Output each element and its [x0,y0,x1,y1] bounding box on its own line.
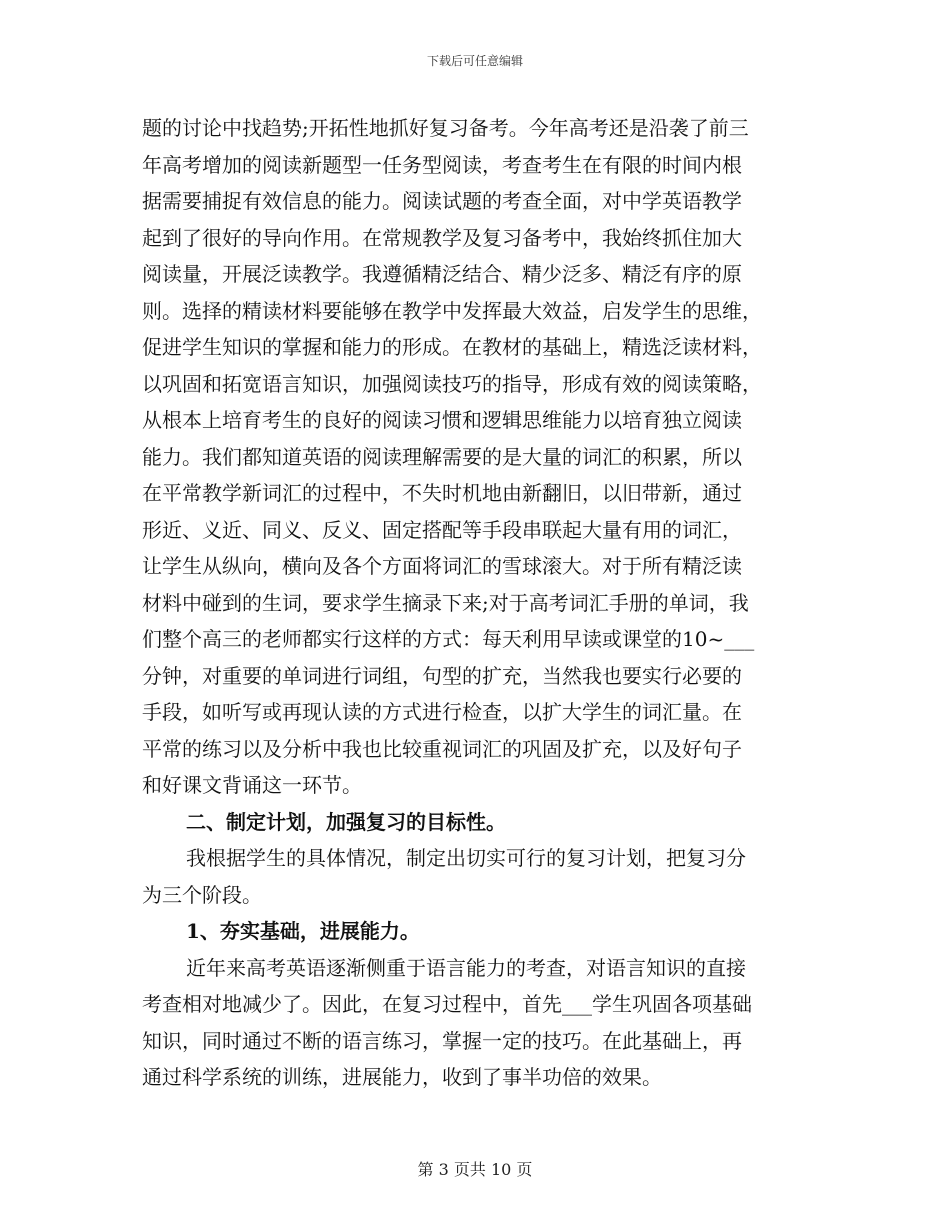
text-line: 促进学生知识的掌握和能力的形成。在教材的基础上，精选泛读材料， [142,335,762,359]
page-header: 下载后可任意编辑 [426,54,523,68]
text-line: 阅读量，开展泛读教学。我遵循精泛结合、精少泛多、精泛有序的原 [142,262,742,286]
text-line: 能力。我们都知道英语的阅读理解需要的是大量的词汇的积累，所以 [142,444,742,469]
text-line: 平常的练习以及分析中我也比较重视词汇的巩固及扩充，以及好句子 [142,736,742,761]
text-line: 起到了很好的导向作用。在常规教学及复习备考中，我始终抓住加大 [142,225,742,250]
text-line: 让学生从纵向，横向及各个方面将词汇的雪球滚大。对于所有精泛读 [142,554,742,578]
text-line: 近年来高考英语逐渐侧重于语言能力的考查，对语言知识的直接 [186,955,746,980]
text-line: 以巩固和拓宽语言知识，加强阅读技巧的指导，形成有效的阅读策略， [142,371,762,396]
text-line: 通过科学系统的训练，进展能力，收到了事半功倍的效果。 [142,1065,662,1089]
document-body [142,110,808,1096]
text-line: 们整个高三的老师都实行这样的方式：每天利用早读或课堂的10~___ [142,627,755,651]
page-footer: 第 3 页共 10 页 [417,1160,533,1179]
text-line: 手段，如听写或再现认读的方式进行检查，以扩大学生的词汇量。在 [142,700,742,724]
text-line: 我根据学生的具体情况，制定出切实可行的复习计划，把复习分 [186,846,746,870]
text-line: 在平常教学新词汇的过程中，不失时机地由新翻旧，以旧带新，通过 [142,481,742,505]
text-line: 分钟，对重要的单词进行词组，句型的扩充，当然我也要实行必要的 [142,663,742,688]
text-line: 知识，同时通过不断的语言练习，掌握一定的技巧。在此基础上，再 [142,1028,742,1053]
text-line: 为三个阶段。 [142,882,262,907]
text-line: 材料中碰到的生词，要求学生摘录下来;对于高考词汇手册的单词，我 [142,590,749,615]
section-heading: 二、制定计划，加强复习的目标性。 [186,809,506,834]
text-line: 据需要捕捉有效信息的能力。阅读试题的考查全面，对中学英语教学 [142,189,742,213]
text-line: 年高考增加的阅读新题型一任务型阅读，考查考生在有限的时间内根 [142,152,742,177]
text-line: 则。选择的精读材料要能够在教学中发挥最大效益，启发学生的思维， [142,298,762,323]
section-heading: 1、夯实基础，进展能力。 [186,919,420,943]
text-line: 题的讨论中找趋势;开拓性地抓好复习备考。今年高考还是沿袭了前三 [142,116,749,140]
text-line: 考查相对地减少了。因此，在复习过程中，首先___学生巩固各项基础 [142,992,752,1016]
text-line: 从根本上培育考生的良好的阅读习惯和逻辑思维能力以培育独立阅读 [142,408,742,432]
text-line: 和好课文背诵这一环节。 [142,773,362,797]
text-line: 形近、义近、同义、反义、固定搭配等手段串联起大量有用的词汇， [142,517,742,542]
